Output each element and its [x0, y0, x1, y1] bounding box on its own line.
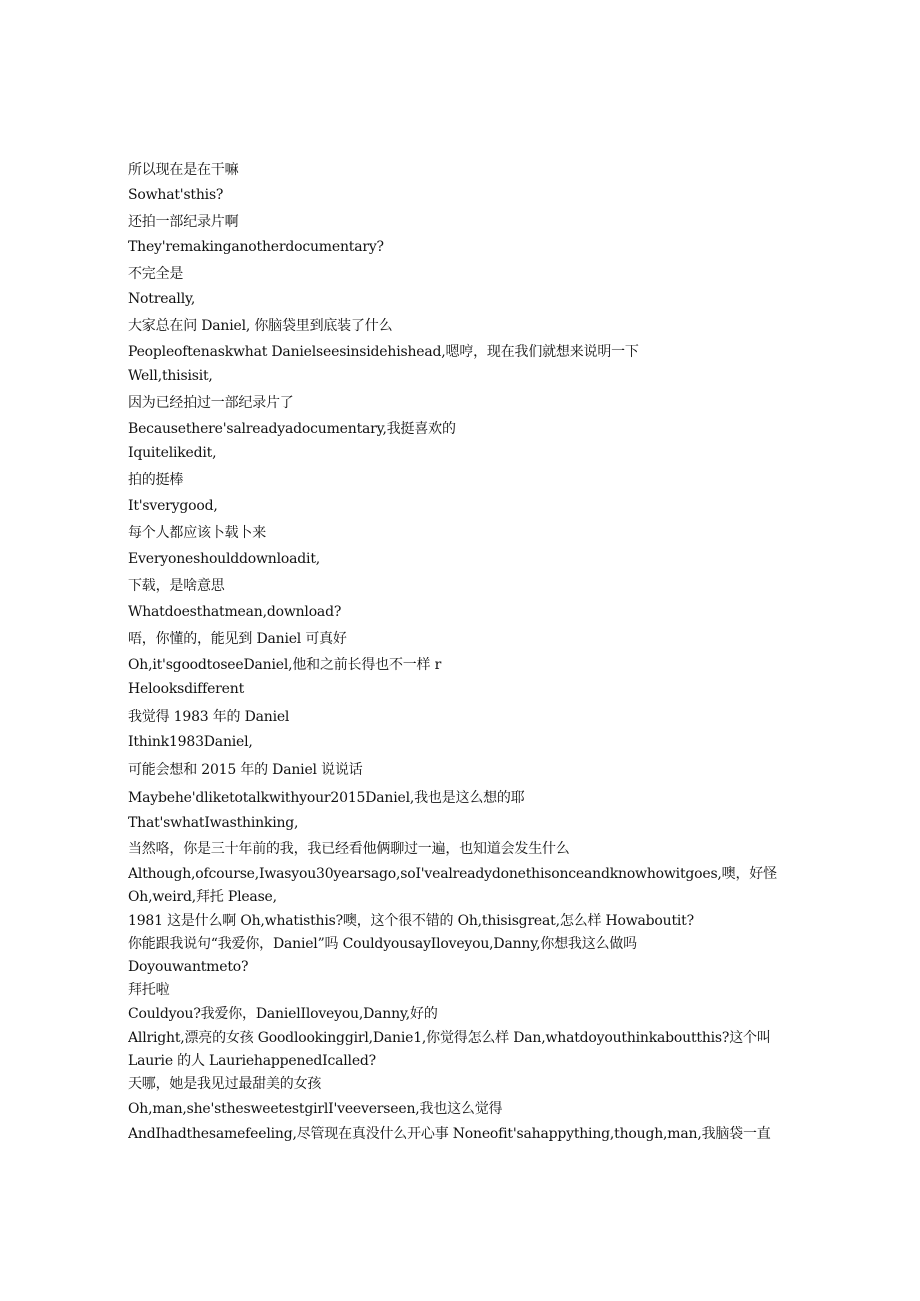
text-line: 1981 这是什么啊 Oh,whatisthis?噢，这个很不错的 Oh,thisisgreat,怎么样 Howaboutit? [128, 913, 694, 929]
text-line: Everyoneshoulddownloadit, [128, 551, 320, 567]
text-line: 所以现在是在干嘛 [128, 162, 239, 178]
text-line: 因为已经拍过一部纪录片了 [128, 395, 294, 411]
text-line: 下载，是啥意思 [128, 578, 225, 594]
text-line: Allright,漂亮的女孩 Goodlookinggirl,Danie1,你觉得怎么样 Dan,whatdoyouthinkaboutthis?这个叫 [128, 1030, 771, 1046]
text-line: 你能跟我说句“我爱你，Daniel”吗 CouldyousayIloveyou,Danny,你想我这么做吗 [128, 936, 637, 952]
text-line: Peopleoftenaskwhat Danielseesinsidehishead,嗯哼，现在我们就想来说明一下 [128, 344, 639, 360]
text-line: Notreally, [128, 291, 196, 307]
text-line: Ithink1983Daniel, [128, 734, 253, 750]
text-line: That'swhatIwasthinking, [128, 815, 299, 831]
text-line: Iquitelikedit, [128, 445, 217, 461]
text-line: They'remakinganotherdocumentary? [128, 239, 384, 255]
text-line: Doyouwantmeto? [128, 959, 249, 975]
text-line: Helooksdifferent [128, 681, 245, 697]
text-line: 拍的挺棒 [128, 472, 184, 488]
text-line: Oh,man,she'sthesweetestgirlI'veeverseen,我也这么觉得 [128, 1101, 503, 1117]
text-line: Oh,it'sgoodtoseeDaniel,他和之前长得也不一样 r [128, 657, 442, 673]
text-line: Maybehe'dliketotalkwithyour2015Daniel,我也是这么想的耶 [128, 790, 525, 806]
text-line: 每个人都应该卜载卜来 [128, 525, 266, 541]
text-line: 唔，你懂的，能见到 Daniel 可真好 [128, 631, 347, 647]
text-line: 拜托啦 [128, 982, 170, 998]
text-line: 不完全是 [128, 266, 184, 282]
text-line: Oh,weird,拜托 Please, [128, 889, 277, 905]
text-line: Couldyou?我爱你，DanielIloveyou,Danny,好的 [128, 1006, 438, 1022]
text-line: Although,ofcourse,Iwasyou30yearsago,soI'vealreadydonethisonceandknowhowitgoes,噢，好怪 [128, 866, 777, 882]
text-line: 我觉得 1983 年的 Daniel [128, 709, 290, 725]
text-line: 大家总在问 Daniel, 你脑袋里到底装了什么 [128, 318, 393, 334]
text-line: Well,thisisit, [128, 368, 213, 384]
text-line: Laurie 的人 LauriehappenedIcalled? [128, 1053, 376, 1069]
text-line: 当然咯，你是三十年前的我，我已经看他俩聊过一遍，也知道会发生什么 [128, 841, 570, 857]
text-line: AndIhadthesamefeeling,尽管现在真没什么开心事 Noneofit'sahappything,though,man,我脑袋一直 [128, 1126, 771, 1142]
text-line: 可能会想和 2015 年的 Daniel 说说话 [128, 762, 363, 778]
text-line: Sowhat'sthis? [128, 187, 224, 203]
text-line: It'sverygood, [128, 498, 218, 514]
text-line: 天哪，她是我见过最甜美的女孩 [128, 1076, 322, 1092]
text-line: 还拍一部纪录片啊 [128, 214, 239, 230]
text-line: Whatdoesthatmean,download? [128, 604, 342, 620]
text-line: Becausethere'salreadyadocumentary,我挺喜欢的 [128, 421, 456, 437]
